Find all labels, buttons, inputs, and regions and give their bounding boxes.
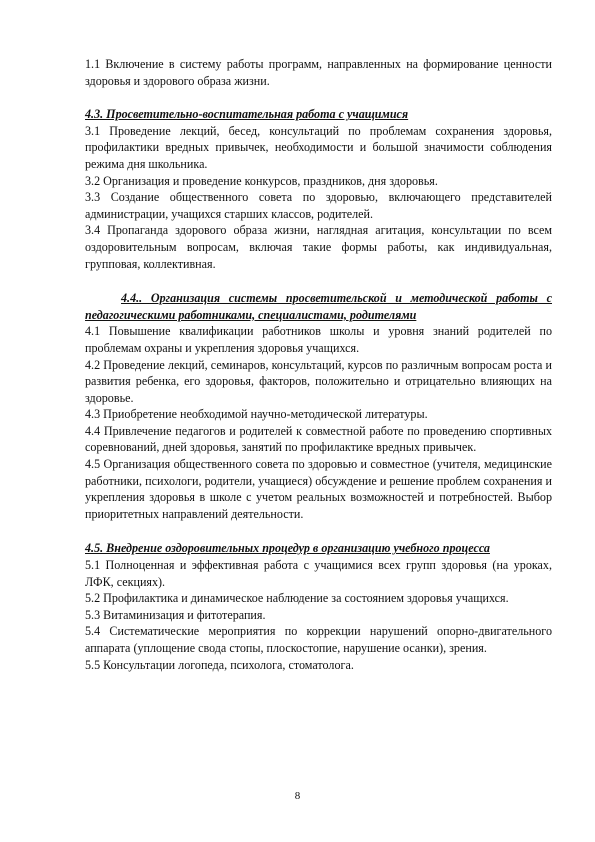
paragraph-3-2: 3.2 Организация и проведение конкурсов, праздников, дня здоровья.	[85, 173, 438, 188]
paragraph-4-2: 4.2 Проведение лекций, семинаров, консультаций, курсов по различным вопросам роста и развития ребенка, его здоровья, факторов, положительно и отрицательно влияющих на здоровье.	[85, 357, 552, 405]
page-number: 8	[294, 790, 301, 802]
paragraph-5-2: 5.2 Профилактика и динамическое наблюдение за состоянием здоровья учащихся.	[85, 591, 509, 606]
section-4-4-heading: 4.4.. Организация системы просветительской и методической работы с педагогическими работниками, специалистами, родителями	[85, 291, 552, 322]
paragraph-5-4: 5.4 Систематические мероприятия по коррекции нарушений опорно-двигательного аппарата (уплощение свода стопы, плоскостопие, нарушение осанки), зрения.	[85, 624, 552, 655]
paragraph-5-1: 5.1 Полноценная и эффективная работа с учащимися всех групп здоровья (на уроках, ЛФК, секциях).	[85, 558, 552, 589]
paragraph-5-3: 5.3 Витаминизация и фитотерапия.	[85, 607, 266, 622]
paragraph-3-3: 3.3 Создание общественного совета по здоровью, включающего представителей администрации, учащихся старших классов, родителей.	[85, 190, 552, 221]
page-content	[85, 56, 552, 673]
paragraph-5-5: 5.5 Консультации логопеда, психолога, стоматолога.	[85, 657, 354, 672]
paragraph-4-4: 4.4 Привлечение педагогов и родителей к совместной работе по проведению спортивных соревнований, дней здоровья, занятий по профилактике вредных привычек.	[85, 423, 552, 455]
paragraph-3-4: 3.4 Пропаганда здорового образа жизни, наглядная агитация, консультации по всем оздоровительным вопросам, включая такие формы работы, как индивидуальная, групповая, коллективная.	[85, 223, 552, 271]
paragraph-1-1: 1.1 Включение в систему работы программ, направленных на формирование ценности здоровья и здорового образа жизни.	[85, 57, 552, 88]
section-4-3-heading: 4.3. Просветительно-воспитательная работа с учащимися	[85, 107, 409, 122]
paragraph-4-1: 4.1 Повышение квалификации работников школы и уровня знаний родителей по проблемам охраны и укрепления здоровья учащихся.	[85, 324, 552, 355]
paragraph-4-5: 4.5 Организация общественного совета по здоровью и совместное (учителя, медицинские работники, психологи, родители, учащиеся) обсуждение и решение проблем сохранения и укрепления здоровья в школе с учетом реальных возможностей и потребностей. Выбор приоритетных направлений деятельности.	[85, 457, 552, 521]
paragraph-4-3: 4.3 Приобретение необходимой научно-методической литературы.	[85, 407, 428, 422]
section-4-5-heading: 4.5. Внедрение оздоровительных процедур в организацию учебного процесса	[85, 541, 490, 556]
paragraph-3-1: 3.1 Проведение лекций, бесед, консультаций по проблемам сохранения здоровья, профилактики вредных привычек, необходимости и большой значимости соблюдения режима дня школьника.	[85, 123, 552, 171]
